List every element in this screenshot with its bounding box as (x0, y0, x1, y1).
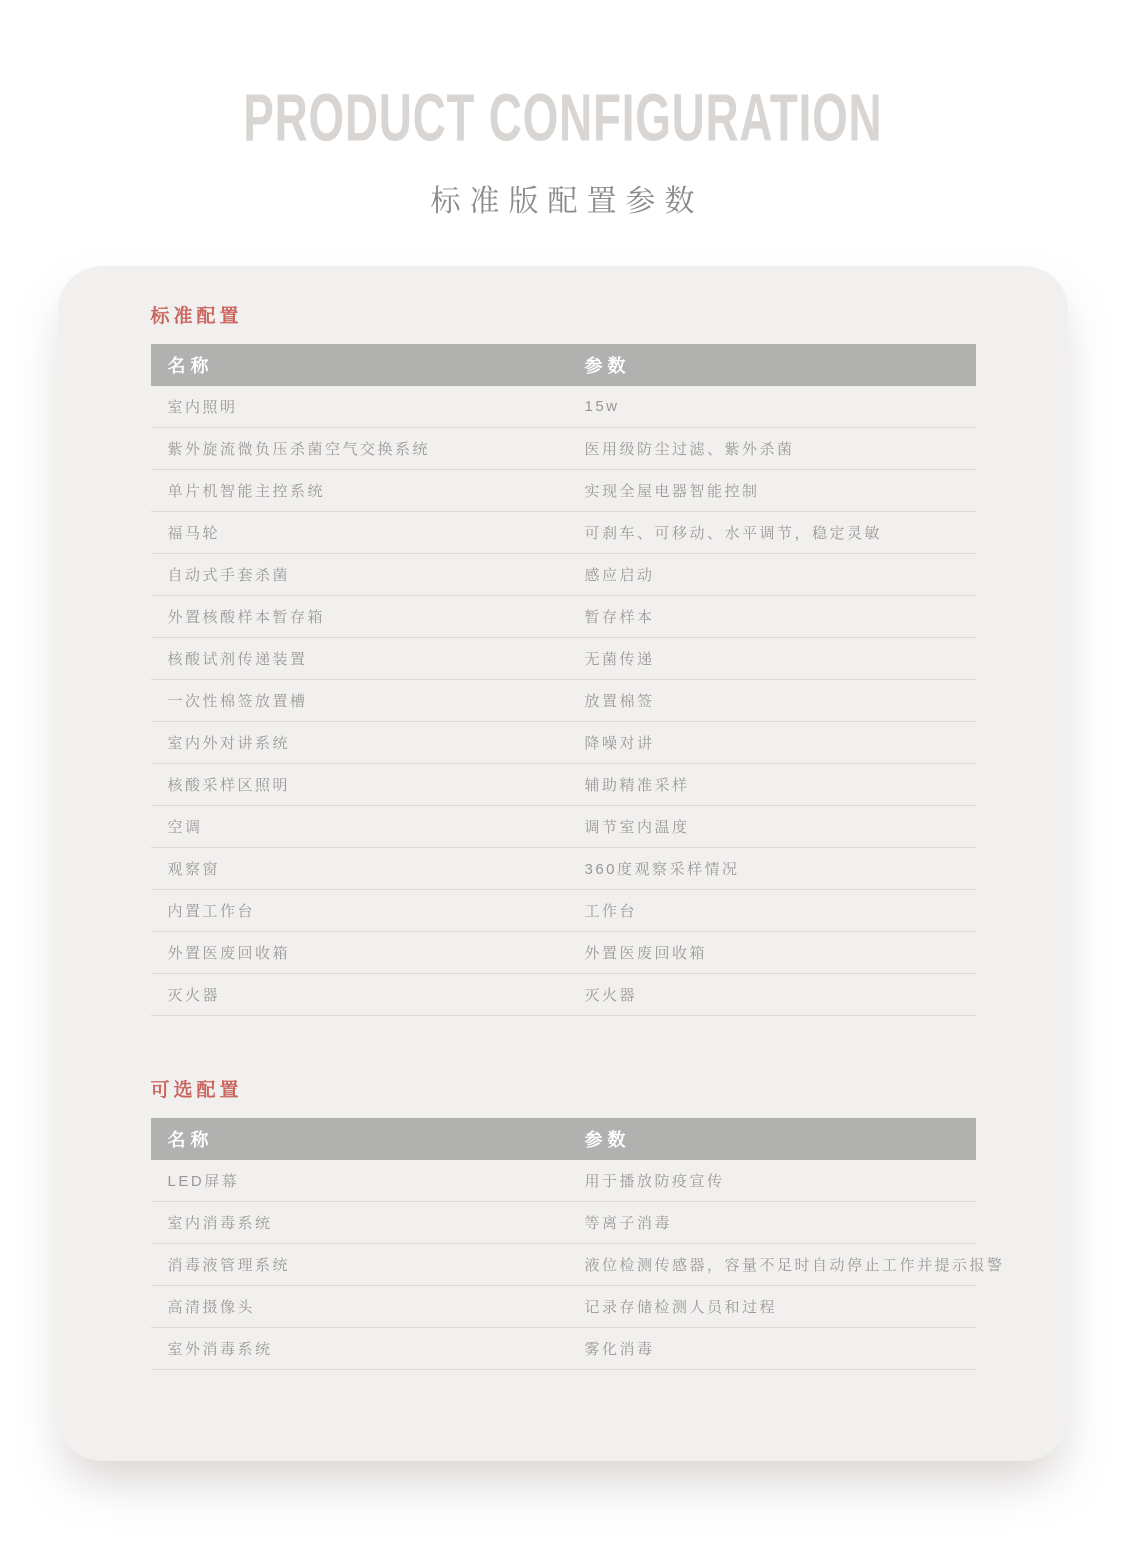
row-param: 可刹车、可移动、水平调节，稳定灵敏 (584, 525, 883, 542)
row-name: 观察窗 (167, 861, 221, 878)
row-name: 核酸试剂传递装置 (167, 651, 308, 668)
row-name: 核酸采样区照明 (167, 777, 291, 794)
row-name: 紫外旋流微负压杀菌空气交换系统 (167, 441, 431, 458)
table-row (151, 512, 976, 554)
table-row (151, 722, 976, 764)
row-name: 福马轮 (167, 525, 221, 542)
table-row (151, 638, 976, 680)
table-row (151, 806, 976, 848)
row-name: 室内照明 (167, 399, 238, 416)
table-row (151, 890, 976, 932)
table-row (151, 596, 976, 638)
row-param: 暂存样本 (584, 609, 655, 626)
row-param: 无菌传递 (584, 651, 655, 668)
row-param: 辅助精准采样 (584, 777, 690, 794)
row-name: 室外消毒系统 (167, 1341, 273, 1358)
row-name: 空调 (167, 819, 203, 836)
optional-config-section (150, 1080, 1005, 1370)
column-header-param: 参数 (584, 356, 631, 376)
table-body (151, 1160, 1005, 1370)
row-name: 室内消毒系统 (167, 1215, 273, 1232)
table-row (151, 932, 976, 974)
table-row (151, 1328, 976, 1370)
table-body (151, 386, 976, 1016)
column-header-name: 名称 (167, 1130, 214, 1150)
row-param: 感应启动 (584, 567, 655, 584)
table-row (151, 680, 976, 722)
row-param: 放置棉签 (584, 693, 655, 710)
row-param: 实现全屋电器智能控制 (584, 483, 760, 500)
table-header-row (151, 1118, 976, 1160)
optional-config-title: 可选配置 (150, 1080, 243, 1101)
column-header-param: 参数 (584, 1130, 631, 1150)
table-row (151, 848, 976, 890)
table-row (151, 428, 976, 470)
table-row (151, 974, 976, 1016)
row-name: LED屏幕 (167, 1173, 240, 1190)
standard-config-table (151, 344, 976, 1016)
row-param: 外置医废回收箱 (584, 945, 708, 962)
row-param: 调节室内温度 (584, 819, 690, 836)
row-param: 灭火器 (584, 987, 638, 1004)
row-name: 室内外对讲系统 (167, 735, 291, 752)
row-name: 自动式手套杀菌 (167, 567, 291, 584)
table-row (151, 386, 976, 428)
page-title: PRODUCT CONFIGURATION (242, 81, 883, 156)
row-param: 360度观察采样情况 (584, 861, 740, 878)
optional-config-table (151, 1118, 1005, 1370)
row-name: 外置医废回收箱 (167, 945, 291, 962)
column-header-name: 名称 (167, 356, 214, 376)
page-subtitle: 标准版配置参数 (430, 185, 704, 218)
table-row (151, 1286, 976, 1328)
row-param: 降噪对讲 (584, 735, 655, 752)
row-name: 外置核酸样本暂存箱 (167, 609, 326, 626)
row-param: 医用级防尘过滤、紫外杀菌 (584, 441, 795, 458)
page-header (0, 0, 1125, 220)
row-param: 液位检测传感器，容量不足时自动停止工作并提示报警 (584, 1257, 1005, 1274)
row-name: 一次性棉签放置槽 (167, 693, 308, 710)
table-row (151, 554, 976, 596)
row-param: 工作台 (584, 903, 638, 920)
standard-config-title: 标准配置 (150, 306, 243, 327)
row-param: 记录存储检测人员和过程 (584, 1299, 778, 1316)
row-param: 15w (584, 398, 620, 415)
table-row (151, 764, 976, 806)
row-name: 灭火器 (167, 987, 221, 1004)
table-header-row (151, 344, 976, 386)
row-param: 用于播放防疫宣传 (584, 1173, 725, 1190)
row-param: 雾化消毒 (584, 1341, 655, 1358)
configuration-card (58, 266, 1068, 1461)
standard-config-section (151, 306, 976, 1016)
row-name: 高清摄像头 (167, 1299, 256, 1316)
row-name: 消毒液管理系统 (167, 1257, 291, 1274)
table-row (151, 1244, 1005, 1286)
row-name: 内置工作台 (167, 903, 256, 920)
table-row (151, 470, 976, 512)
table-row (151, 1202, 976, 1244)
row-name: 单片机智能主控系统 (167, 483, 326, 500)
table-row (151, 1160, 976, 1202)
row-param: 等离子消毒 (584, 1215, 673, 1232)
